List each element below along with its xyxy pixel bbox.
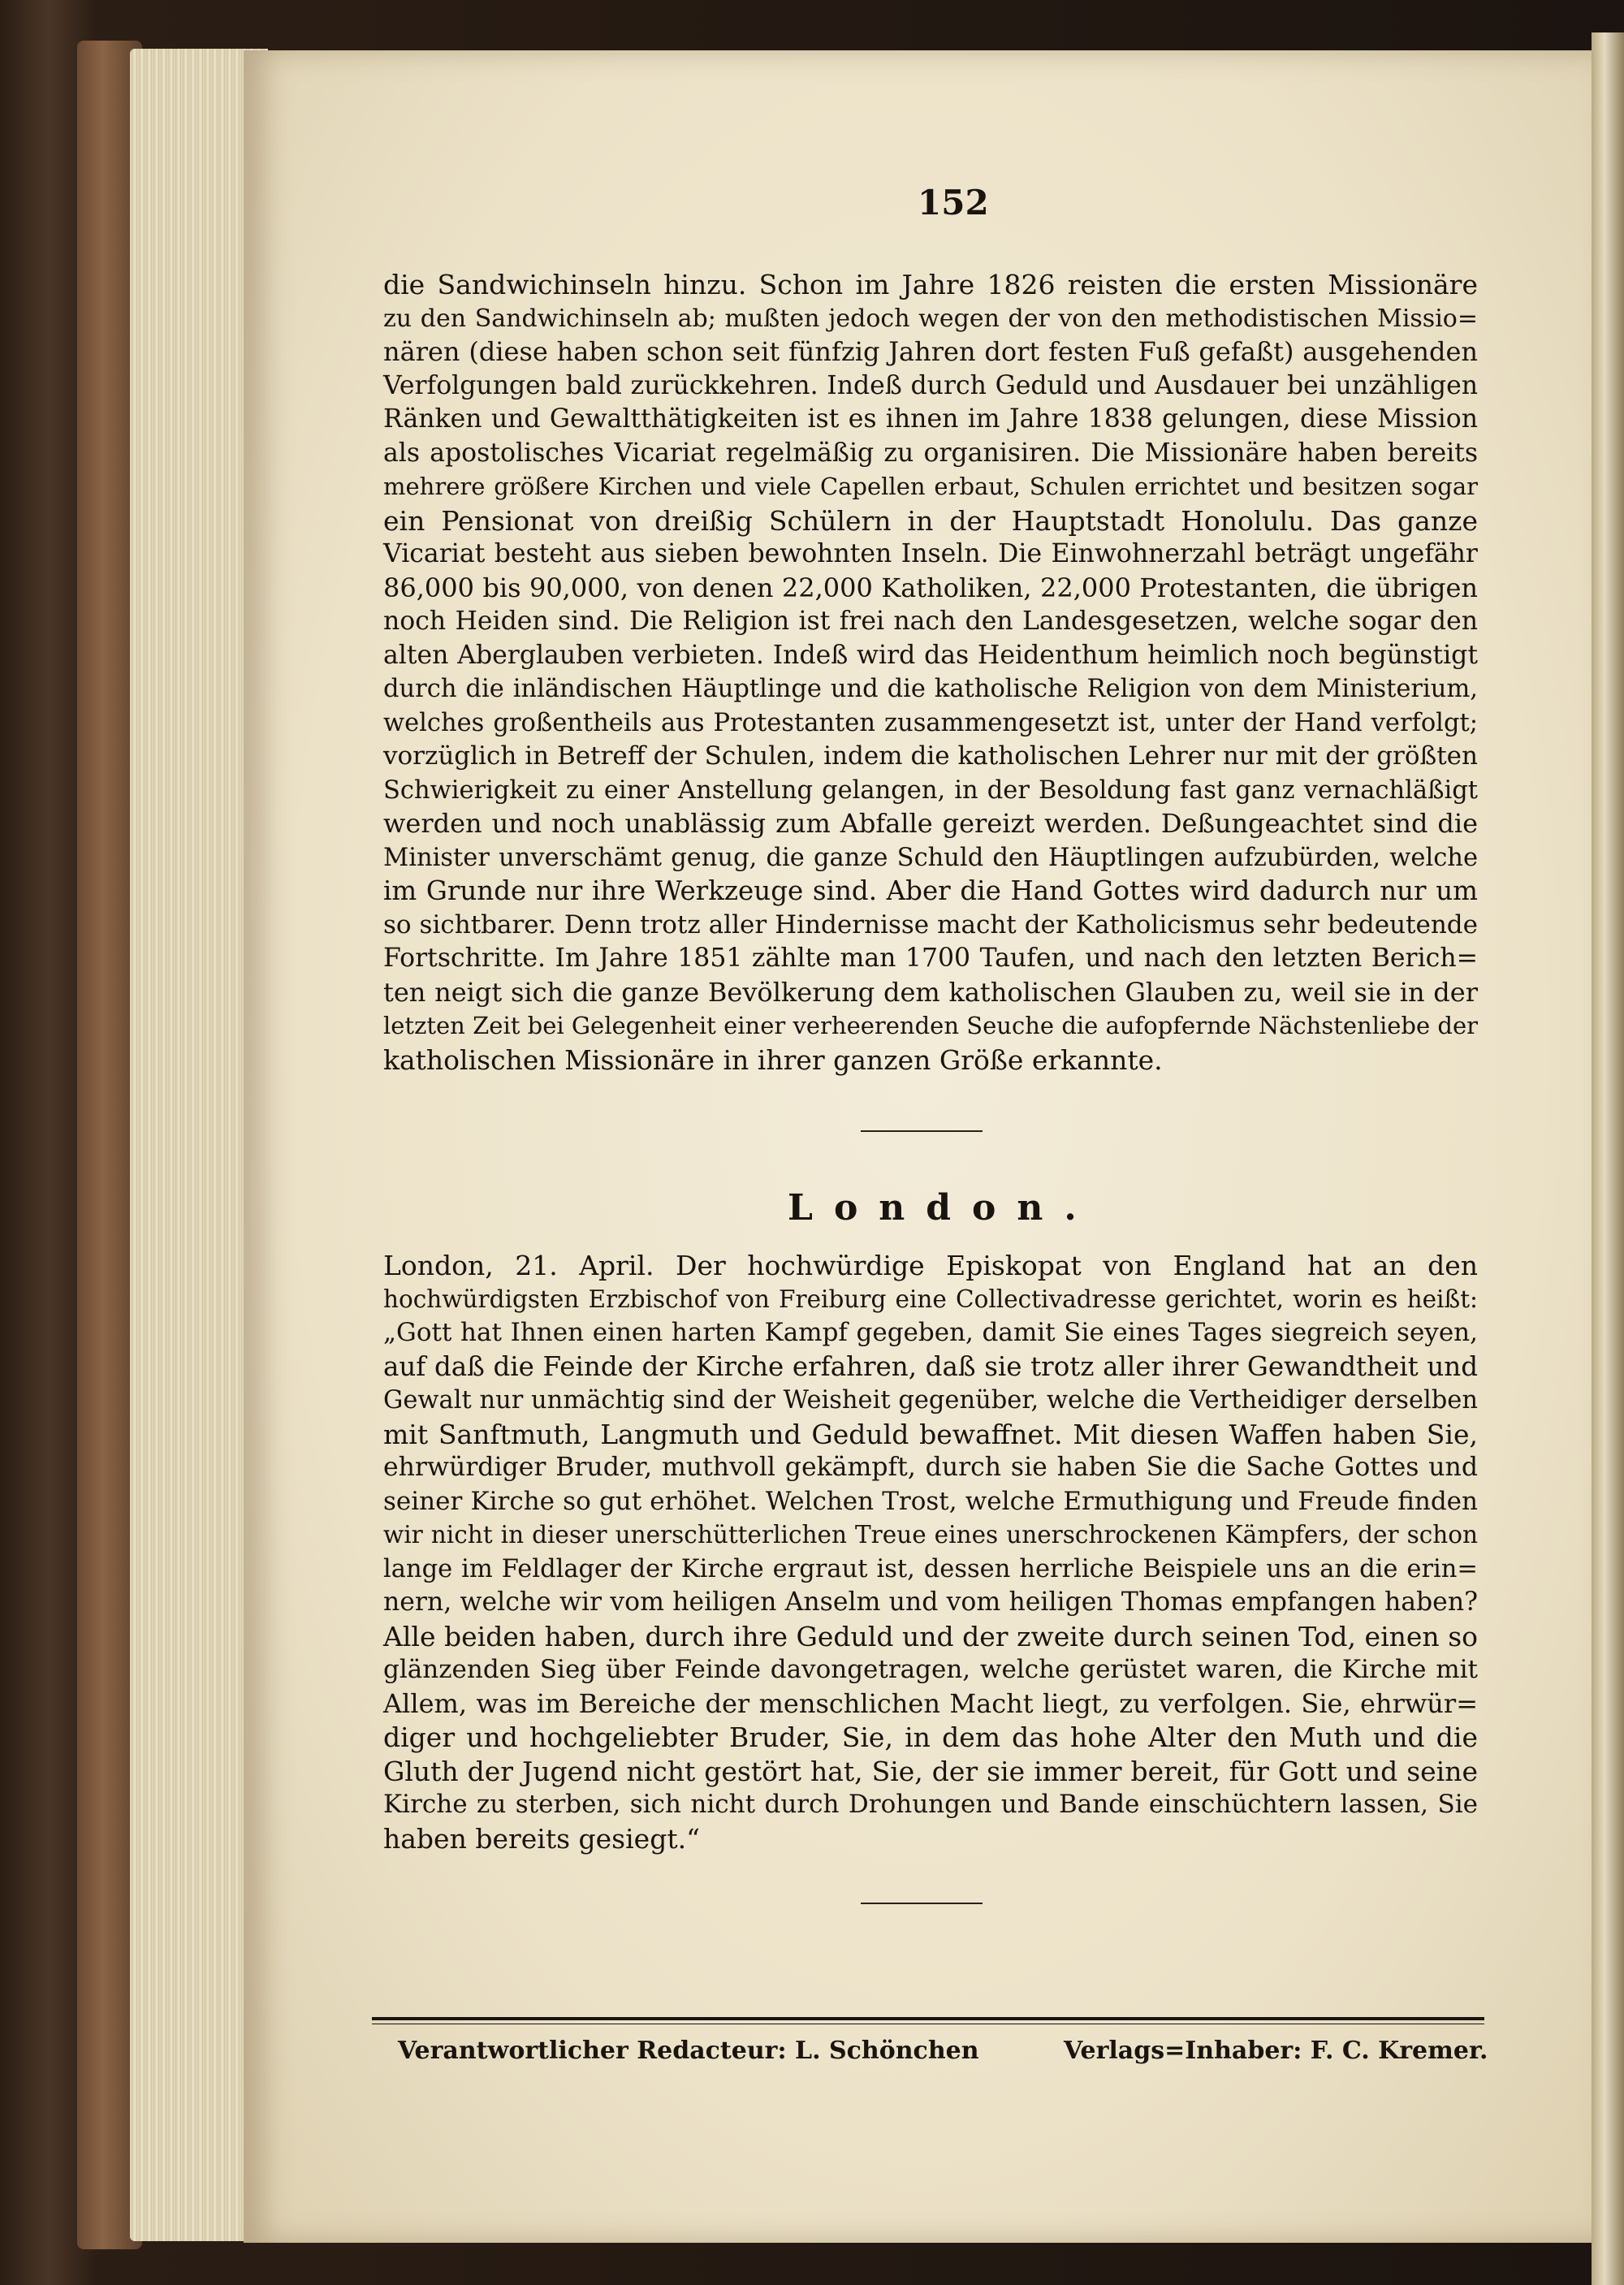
- text-line: Gewalt nur unmächtig sind der Weisheit gegenüber, welche die Vertheidiger derselben: [383, 1386, 1478, 1415]
- page-number: 152: [918, 183, 989, 222]
- text-line: Allem, was im Bereiche der menschlichen Macht liegt, zu verfolgen. Sie, ehrwür=: [383, 1687, 1478, 1719]
- text-line: ehrwürdiger Bruder, muthvoll gekämpft, durch sie haben Sie die Sache Gottes und: [383, 1453, 1478, 1482]
- text-line: glänzenden Sieg über Feinde davongetragen, welche gerüstet waren, die Kirche mit: [383, 1655, 1478, 1684]
- text-line: wir nicht in dieser unerschütterlichen Treue eines unerschrockenen Kämpfers, der schon: [383, 1521, 1478, 1549]
- article-hawaii-mission: [383, 268, 1478, 1077]
- footer-publisher: Verlags=Inhaber: F. C. Kremer.: [1064, 2037, 1488, 2065]
- text-line: Schwierigkeit zu einer Anstellung gelangen, in der Besoldung fast ganz vernachläßigt: [383, 775, 1478, 805]
- text-line: durch die inländischen Häuptlinge und die katholische Religion von dem Ministerium,: [383, 675, 1478, 703]
- text-line: Ränken und Gewaltthätigkeiten ist es ihnen im Jahre 1838 gelungen, diese Mission: [383, 404, 1478, 434]
- text-line: Minister unverschämt genug, die ganze Schuld den Häuptlingen aufzubürden, welche: [383, 843, 1478, 872]
- section-heading-london: London.: [788, 1187, 1098, 1229]
- text-line: nern, welche wir vom heiligen Anselm und vom heiligen Thomas empfangen haben?: [383, 1587, 1478, 1617]
- section-divider: [861, 1130, 983, 1132]
- text-line: zu den Sandwichinseln ab; mußten jedoch wegen der von den methodistischen Missio=: [383, 304, 1478, 333]
- text-line: vorzüglich in Betreff der Schulen, indem die katholischen Lehrer nur mit der größten: [383, 741, 1478, 771]
- text-line: letzten Zeit bei Gelegenheit einer verheerenden Seuche die aufopfernde Nächstenliebe der: [383, 1012, 1478, 1039]
- facing-page-edge: [1592, 32, 1624, 2285]
- text-line: „Gott hat Ihnen einen harten Kampf gegeben, damit Sie eines Tages siegreich seyen,: [383, 1318, 1478, 1347]
- footer-editor: Verantwortlicher Redacteur: L. Schönchen: [398, 2037, 979, 2065]
- text-line: Alle beiden haben, durch ihre Geduld und der zweite durch seinen Tod, einen so: [383, 1620, 1478, 1652]
- section-divider: [861, 1903, 983, 1904]
- text-line: die Sandwichinseln hinzu. Schon im Jahre 1826 reisten die ersten Missionäre: [383, 269, 1478, 300]
- text-line: welches großentheils aus Protestanten zusammengesetzt ist, unter der Hand verfolgt;: [383, 708, 1478, 737]
- text-line: auf daß die Feinde der Kirche erfahren, daß sie trotz aller ihrer Gewandtheit und: [383, 1350, 1478, 1382]
- text-line: ten neigt sich die ganze Bevölkerung dem katholischen Glauben zu, weil sie in der: [383, 976, 1478, 1008]
- text-line: lange im Feldlager der Kirche ergraut ist, dessen herrliche Beispiele uns an die erin=: [383, 1554, 1478, 1583]
- text-line: Verfolgungen bald zurückkehren. Indeß durch Geduld und Ausdauer bei unzähligen: [383, 370, 1478, 400]
- text-line: Gluth der Jugend nicht gestört hat, Sie, der sie immer bereit, für Gott und seine: [383, 1755, 1478, 1787]
- text-line: Vicariat besteht aus sieben bewohnten Inseln. Die Einwohnerzahl beträgt ungefähr: [383, 539, 1478, 568]
- footer-rule-thick: [372, 2017, 1484, 2020]
- article-london: [383, 1249, 1478, 1855]
- text-line: 86,000 bis 90,000, von denen 22,000 Katholiken, 22,000 Protestanten, die übrigen: [383, 572, 1478, 603]
- text-line: ein Pensionat von dreißig Schülern in der Hauptstadt Honolulu. Das ganze: [383, 504, 1478, 537]
- text-line: nären (diese haben schon seit fünfzig Jahren dort festen Fuß gefaßt) ausgehenden: [383, 336, 1478, 367]
- text-line: diger und hochgeliebter Bruder, Sie, in dem das hohe Alter den Muth und die: [383, 1721, 1478, 1753]
- text-line: alten Aberglauben verbieten. Indeß wird das Heidenthum heimlich noch begünstigt: [383, 640, 1478, 670]
- text-line: mit Sanftmuth, Langmuth und Geduld bewaffnet. Mit diesen Waffen haben Sie,: [383, 1418, 1478, 1450]
- text-line: Kirche zu sterben, sich nicht durch Drohungen und Bande einschüchtern lassen, Sie: [383, 1790, 1478, 1819]
- text-line: noch Heiden sind. Die Religion ist frei nach den Landesgesetzen, welche sogar den: [383, 607, 1478, 636]
- text-line: mehrere größere Kirchen und viele Capellen erbaut, Schulen errichtet und besitzen sogar: [383, 473, 1478, 500]
- text-line: als apostolisches Vicariat regelmäßig zu organisiren. Die Missionäre haben bereits: [383, 438, 1478, 468]
- text-line: so sichtbarer. Denn trotz aller Hindernisse macht der Katholicismus sehr bedeutende: [383, 909, 1478, 939]
- text-line: seiner Kirche so gut erhöhet. Welchen Trost, welche Ermuthigung und Freude finden: [383, 1486, 1478, 1516]
- text-line: London, 21. April. Der hochwürdige Episkopat von England hat an den: [383, 1250, 1478, 1281]
- text-line: katholischen Missionäre in ihrer ganzen Größe erkannte.: [383, 1043, 1163, 1076]
- text-line: werden und noch unablässig zum Abfalle gereizt werden. Deßungeachtet sind die: [383, 808, 1478, 839]
- text-line: haben bereits gesiegt.“: [383, 1822, 700, 1855]
- text-line: hochwürdigsten Erzbischof von Freiburg eine Collectivadresse gerichtet, worin es heißt:: [383, 1285, 1478, 1313]
- text-line: Fortschritte. Im Jahre 1851 zählte man 1700 Taufen, und nach den letzten Berich=: [383, 944, 1478, 973]
- text-line: im Grunde nur ihre Werkzeuge sind. Aber die Hand Gottes wird dadurch nur um: [383, 875, 1478, 906]
